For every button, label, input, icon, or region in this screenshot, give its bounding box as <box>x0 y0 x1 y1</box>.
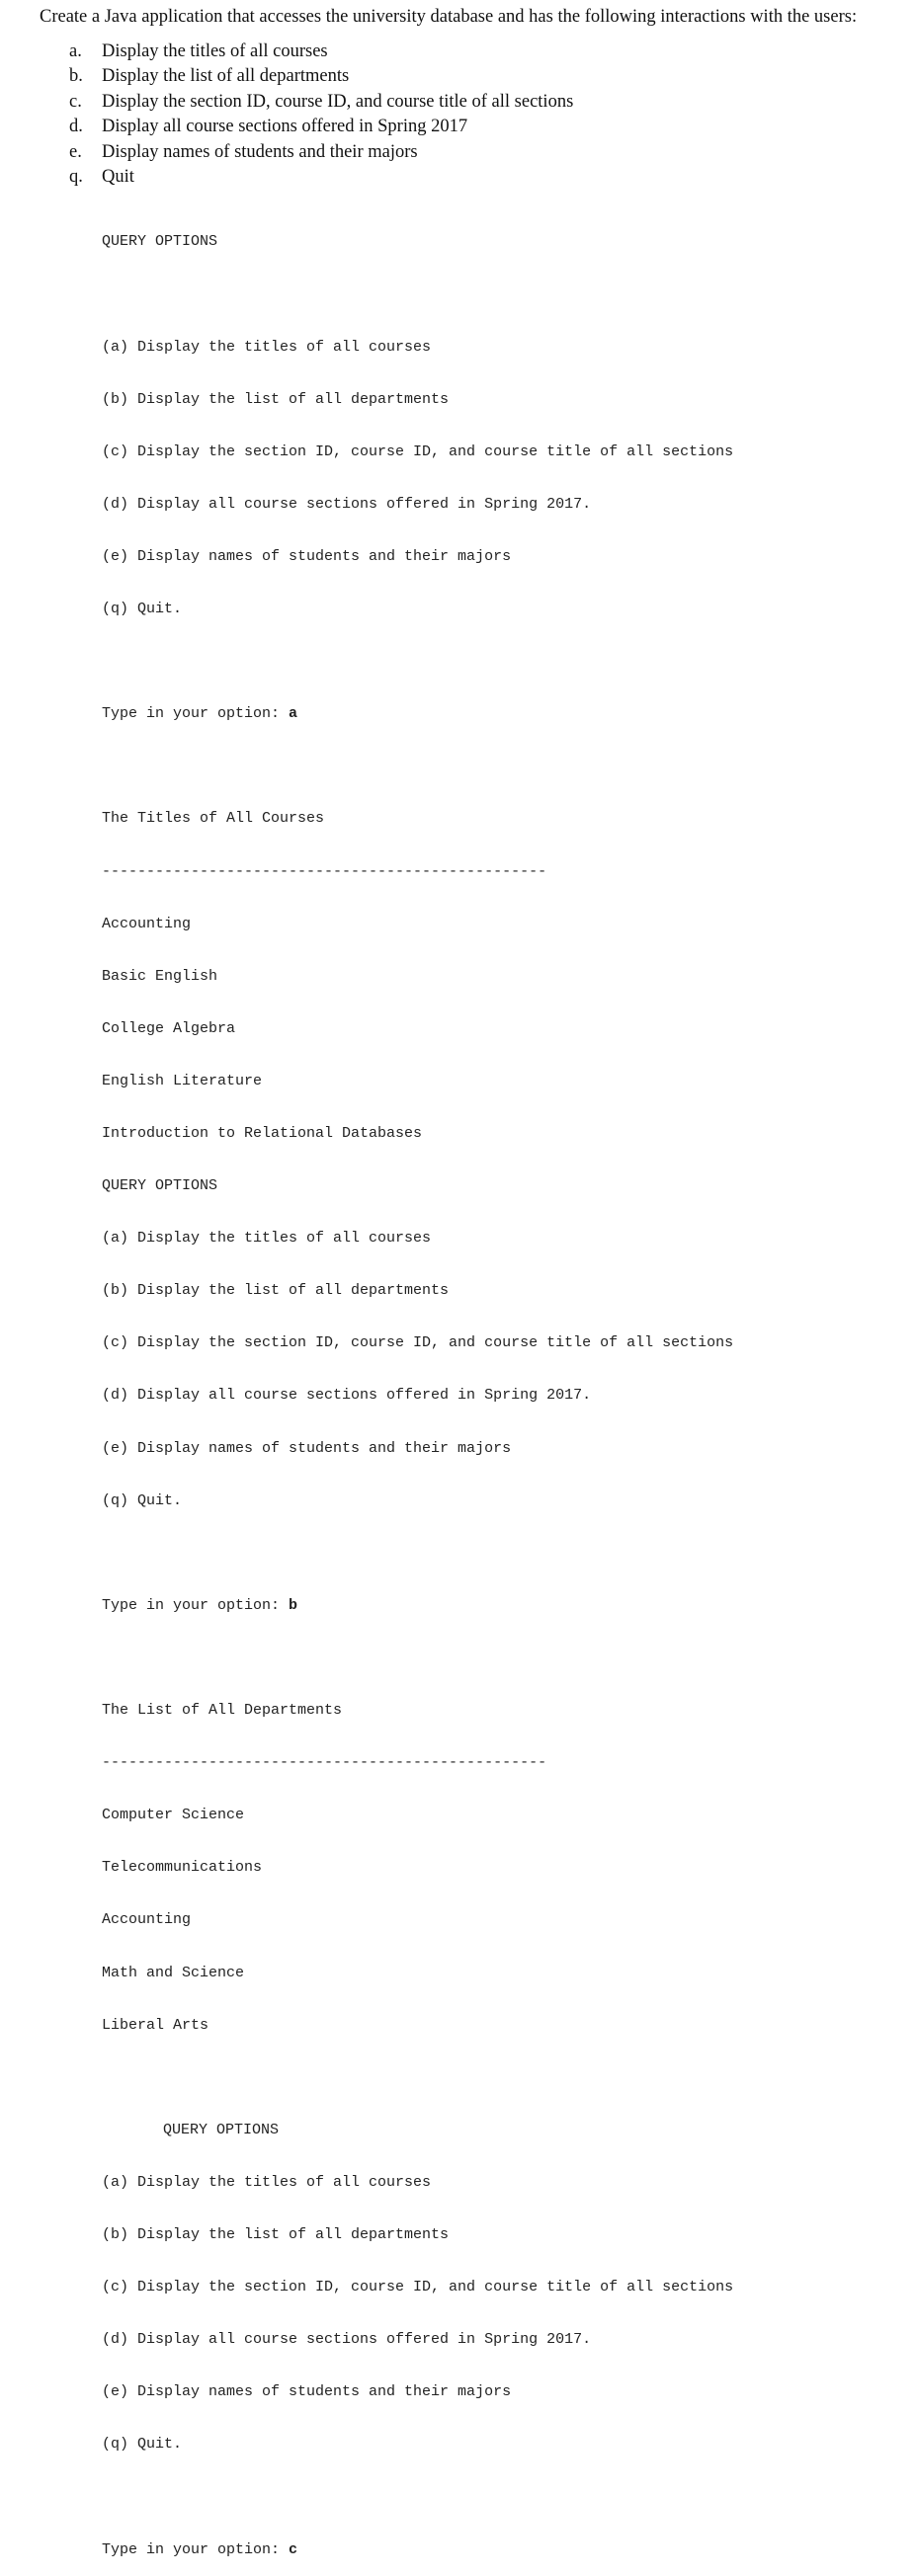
list-letter: q. <box>69 166 83 187</box>
output-heading: The List of All Departments <box>102 1702 343 1720</box>
user-input: b <box>289 1596 298 1614</box>
separator: -------------------------------------------------- <box>102 862 547 880</box>
list-letter: e. <box>69 141 82 162</box>
output-item: English Literature <box>102 1072 263 1089</box>
menu-option: (d) Display all course sections offered in Spring 2017. <box>102 1387 592 1405</box>
output-heading: The Titles of All Courses <box>102 810 325 828</box>
list-text: Quit <box>102 166 134 187</box>
menu-option: (q) Quit. <box>102 2436 183 2454</box>
output-item: Accounting <box>102 915 192 932</box>
list-text: Display the list of all departments <box>102 66 350 87</box>
prompt-label: Type in your option: <box>102 2540 290 2558</box>
menu-title: QUERY OPTIONS <box>102 233 218 251</box>
menu-option: (b) Display the list of all departments <box>102 1282 450 1300</box>
list-item <box>69 90 573 115</box>
output-item: Telecommunications <box>102 1859 263 1877</box>
prompt-label: Type in your option: <box>102 705 290 723</box>
prompt-line <box>102 1597 733 1615</box>
menu-option: (d) Display all course sections offered in Spring 2017. <box>102 2331 592 2349</box>
list-letter: b. <box>69 66 83 87</box>
output-item: Computer Science <box>102 1807 245 1824</box>
menu-title: QUERY OPTIONS <box>163 2121 280 2138</box>
user-input: c <box>289 2540 298 2558</box>
menu-option: (e) Display names of students and their majors <box>102 1439 512 1457</box>
separator: -------------------------------------------------- <box>102 1754 547 1772</box>
prompt-line <box>102 705 733 723</box>
user-input: a <box>289 705 298 723</box>
menu-option: (a) Display the titles of all courses <box>102 2173 432 2191</box>
list-text: Display the section ID, course ID, and course title of all sections <box>102 91 574 112</box>
output-item: Basic English <box>102 967 218 985</box>
menu-option: (d) Display all course sections offered in Spring 2017. <box>102 495 592 513</box>
prompt-line <box>102 2541 733 2559</box>
menu-option: (c) Display the section ID, course ID, and course title of all sections <box>102 1334 734 1352</box>
output-item: College Algebra <box>102 1019 236 1037</box>
list-letter: c. <box>69 91 82 112</box>
menu-option: (c) Display the section ID, course ID, and course title of all sections <box>102 443 734 460</box>
menu-option: (q) Quit. <box>102 1491 183 1509</box>
output-item: Accounting <box>102 1911 192 1929</box>
list-letter: d. <box>69 117 83 137</box>
menu-option: (e) Display names of students and their majors <box>102 2383 512 2401</box>
menu-title: QUERY OPTIONS <box>102 1177 218 1195</box>
list-letter: a. <box>69 41 82 61</box>
requirements-list <box>69 40 573 190</box>
menu-option: (b) Display the list of all departments <box>102 390 450 408</box>
menu-option: (a) Display the titles of all courses <box>102 338 432 356</box>
output-item: Liberal Arts <box>102 2016 209 2034</box>
menu-option: (e) Display names of students and their majors <box>102 547 512 565</box>
menu-option: (a) Display the titles of all courses <box>102 1230 432 1248</box>
list-text: Display the titles of all courses <box>102 41 328 61</box>
list-item <box>69 140 573 165</box>
menu-option: (b) Display the list of all departments <box>102 2225 450 2243</box>
list-text: Display names of students and their majors <box>102 141 418 162</box>
list-item <box>69 64 573 89</box>
list-item <box>69 115 573 139</box>
list-text: Display all course sections offered in Spring 2017 <box>102 117 468 137</box>
list-item <box>69 40 573 64</box>
menu-option: (c) Display the section ID, course ID, and course title of all sections <box>102 2279 734 2296</box>
output-item: Introduction to Relational Databases <box>102 1125 423 1142</box>
console-session-1 <box>102 199 733 2576</box>
menu-option: (q) Quit. <box>102 601 183 618</box>
prompt-label: Type in your option: <box>102 1596 290 1614</box>
output-item: Math and Science <box>102 1964 245 1981</box>
list-item <box>69 165 573 190</box>
intro-text: Create a Java application that accesses the university database and has the following interactions with the users: <box>40 7 858 27</box>
